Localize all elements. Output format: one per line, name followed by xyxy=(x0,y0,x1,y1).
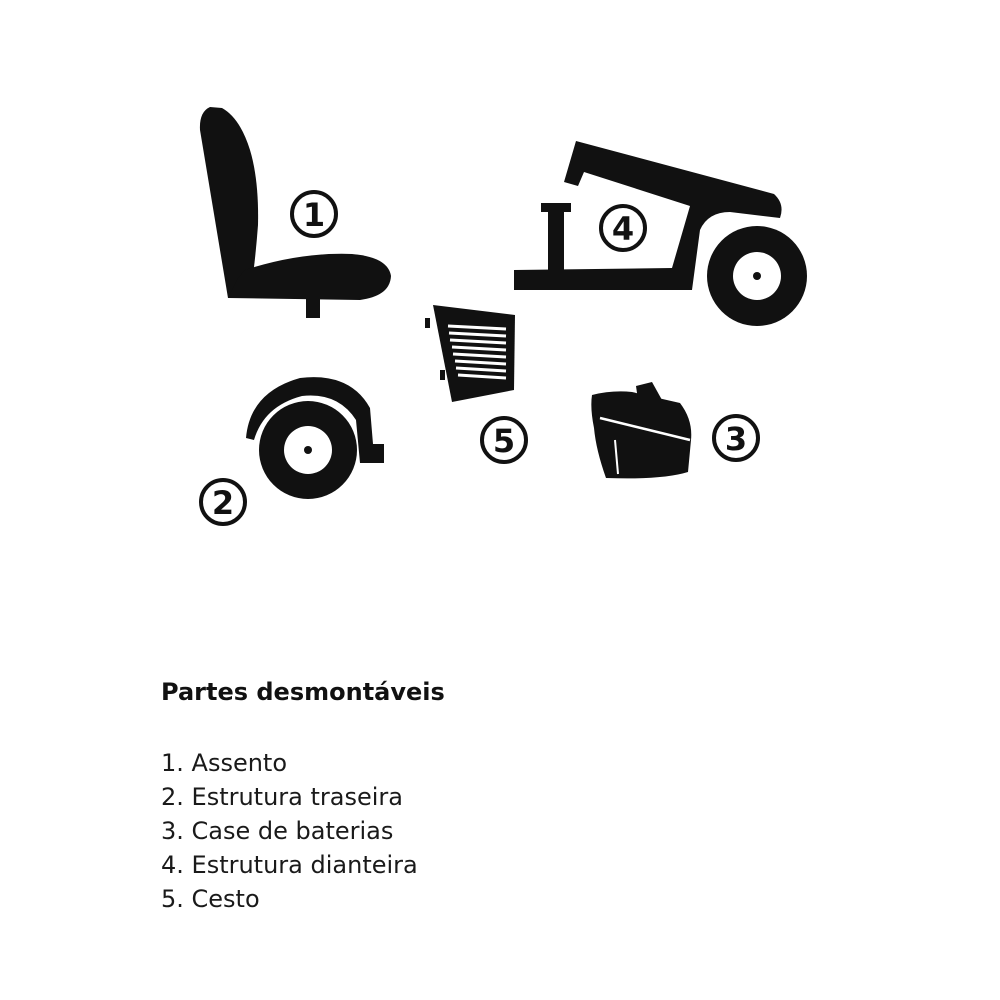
caption-title: Partes desmontáveis xyxy=(161,678,445,706)
parts-list xyxy=(161,746,921,916)
list-item-seat: 1. Assento xyxy=(161,749,288,777)
callout-1-label: 1 xyxy=(302,196,326,234)
callout-4 xyxy=(601,206,645,250)
callout-3-label: 3 xyxy=(724,420,748,458)
front-frame-illustration xyxy=(514,141,807,326)
callout-2-label: 2 xyxy=(211,484,235,522)
callout-4-label: 4 xyxy=(611,210,635,248)
list-item-front-frame: 4. Estrutura dianteira xyxy=(161,851,418,879)
callout-2 xyxy=(201,480,245,524)
callout-1 xyxy=(292,192,336,236)
list-item-battery-case: 3. Case de baterias xyxy=(161,817,394,845)
callout-3 xyxy=(714,416,758,460)
list-item-basket: 5. Cesto xyxy=(161,885,260,913)
parts-caption xyxy=(161,676,921,916)
list-item-rear-frame: 2. Estrutura traseira xyxy=(161,783,404,811)
rear-frame-illustration xyxy=(246,377,384,499)
callout-5 xyxy=(482,418,526,462)
battery-case-illustration xyxy=(591,382,691,478)
callout-5-label: 5 xyxy=(492,422,516,460)
basket-illustration xyxy=(425,305,515,402)
